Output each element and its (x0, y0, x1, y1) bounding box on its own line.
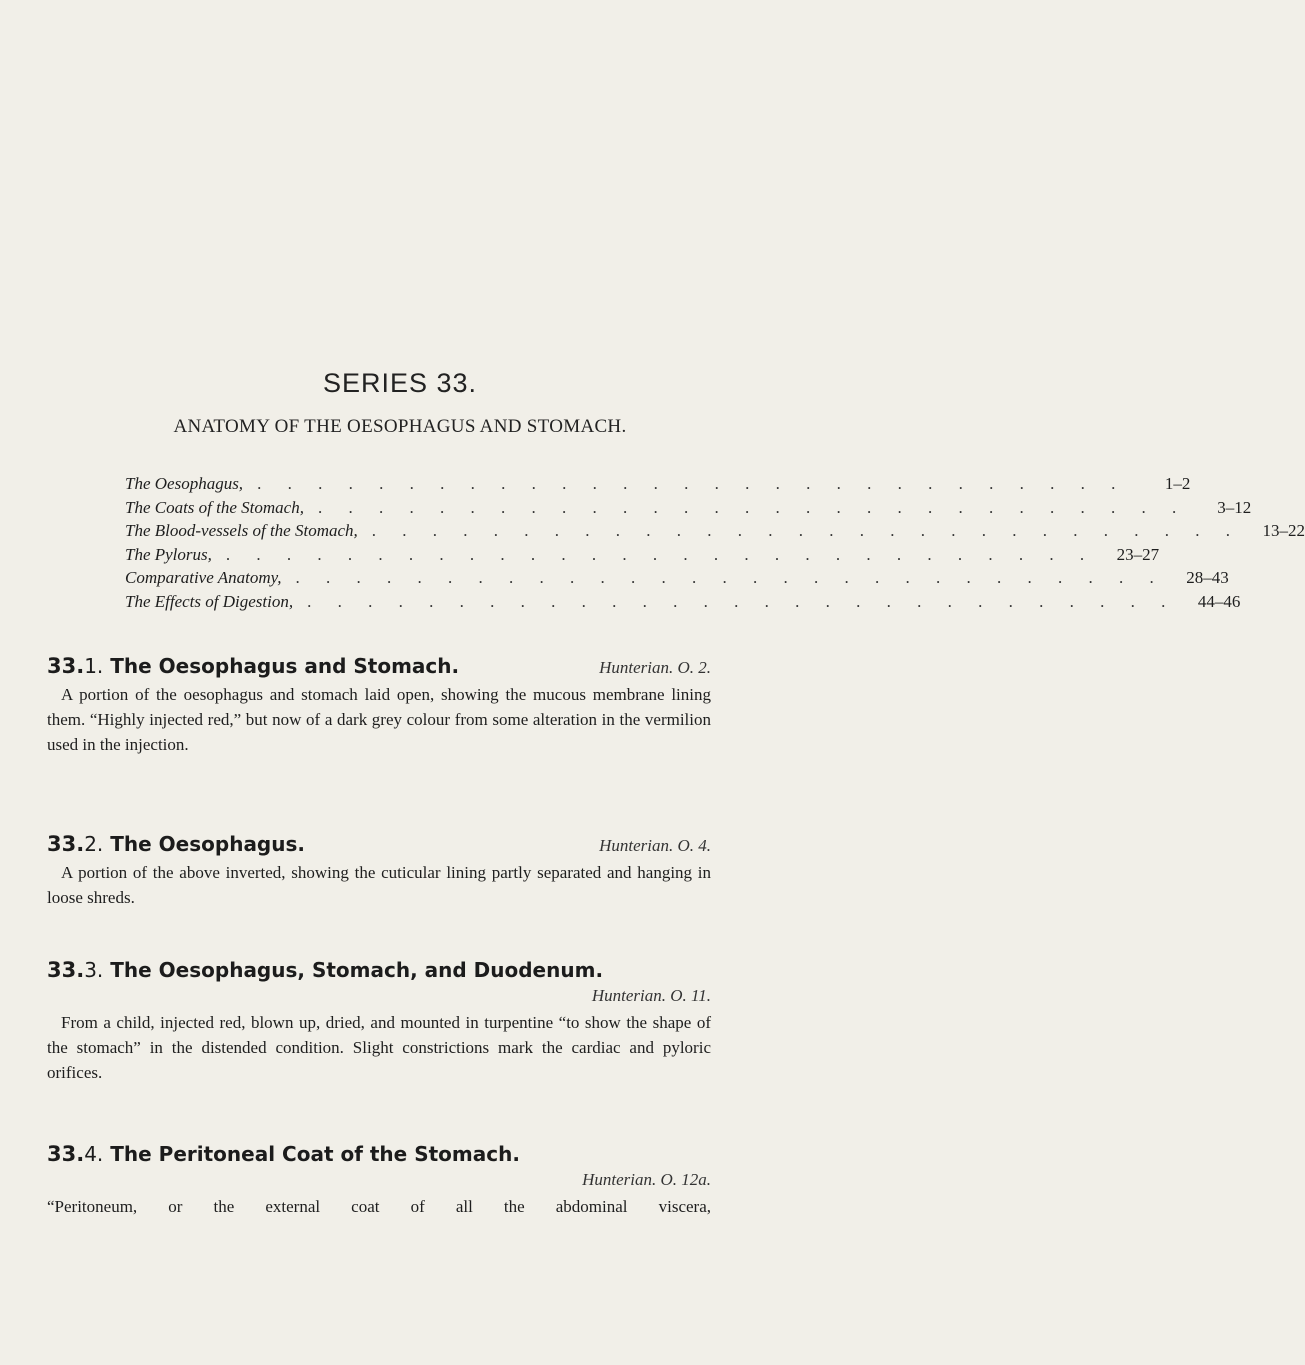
table-of-contents (125, 474, 1305, 615)
toc-leader-dots: . . . . . . . . . . . . . . . . . . . . . . . . . . . . . (295, 568, 1165, 587)
entry-number: 3. (84, 958, 104, 982)
toc-leader-dots: . . . . . . . . . . . . . . . . . . . . . . . . . . . . . (317, 497, 1188, 517)
catalogue-entry (47, 958, 711, 1085)
toc-row (125, 568, 1229, 592)
toc-row (125, 521, 1305, 545)
toc-range: 13–22 (1262, 521, 1305, 540)
entry-title: The Oesophagus. (110, 832, 305, 856)
toc-row (125, 591, 1241, 616)
entry-title: The Oesophagus, Stomach, and Duodenum. (110, 958, 604, 982)
toc-title: Comparative Anatomy, (125, 568, 282, 587)
entry-series-number: 33. (47, 654, 85, 678)
entry-number: 2. (84, 832, 104, 856)
toc-title: The Effects of Digestion, (125, 591, 294, 611)
entry-number: 4. (84, 1142, 104, 1166)
toc-row (125, 474, 1191, 498)
toc-title: The Pylorus, (125, 544, 212, 564)
toc-leader-dots: . . . . . . . . . . . . . . . . . . . . . . . . . . . . . (225, 544, 1096, 564)
entry-description: A portion of the oesophagus and stomach laid open, showing the mucous membrane lining them. “Highly injected red,” but now of a dark grey colour from some alteration in the vermilion used in the injection. (47, 685, 711, 754)
entry-description: From a child, injected red, blown up, dried, and mounted in turpentine “to show the shape of the stomach” in the distended condition. Slight constrictions mark the cardiac and pyloric orifices. (47, 1013, 711, 1082)
toc-range: 28–43 (1186, 568, 1229, 587)
entry-number: 1. (84, 654, 104, 678)
toc-leader-dots: . . . . . . . . . . . . . . . . . . . . . . . . . . . . . (257, 474, 1127, 493)
entry-series-number: 33. (47, 958, 85, 982)
section-subtitle: ANATOMY OF THE OESOPHAGUS AND STOMACH. (173, 416, 627, 437)
hunterian-reference: Hunterian. O. 2. (599, 658, 711, 677)
toc-row (125, 497, 1252, 522)
toc-range: 1–2 (1164, 474, 1191, 493)
entry-description: A portion of the above inverted, showing the cuticular lining partly separated and hanging in loose shreds. (47, 863, 711, 907)
catalogue-entry (47, 832, 711, 910)
toc-row (125, 544, 1160, 569)
entry-heading (47, 654, 711, 678)
entry-heading (47, 832, 711, 856)
toc-leader-dots: . . . . . . . . . . . . . . . . . . . . . . . . . . . . . (307, 591, 1177, 611)
toc-range: 44–46 (1197, 591, 1241, 611)
hunterian-reference: Hunterian. O. 12a. (582, 1170, 711, 1189)
toc-range: 3–12 (1217, 497, 1252, 517)
toc-title: The Blood-vessels of the Stomach, (125, 521, 358, 540)
toc-leader-dots: . . . . . . . . . . . . . . . . . . . . . . . . . . . . . (371, 521, 1242, 540)
series-title: SERIES 33. (322, 368, 478, 398)
catalogue-entry (47, 1142, 711, 1219)
hunterian-reference: Hunterian. O. 11. (591, 986, 711, 1005)
catalogue-entry (47, 654, 711, 757)
entry-title: The Peritoneal Coat of the Stomach. (110, 1142, 520, 1166)
entry-description: “Peritoneum, or the external coat of all the abdominal viscera, (47, 1197, 711, 1216)
toc-title: The Coats of the Stomach, (125, 497, 304, 517)
entry-title: The Oesophagus and Stomach. (110, 654, 460, 678)
entry-heading (47, 958, 711, 982)
toc-range: 23–27 (1116, 544, 1160, 564)
toc-title: The Oesophagus, (125, 474, 244, 493)
entry-heading (47, 1142, 711, 1166)
entry-series-number: 33. (47, 1142, 85, 1166)
hunterian-reference: Hunterian. O. 4. (599, 836, 711, 855)
entry-series-number: 33. (47, 832, 85, 856)
